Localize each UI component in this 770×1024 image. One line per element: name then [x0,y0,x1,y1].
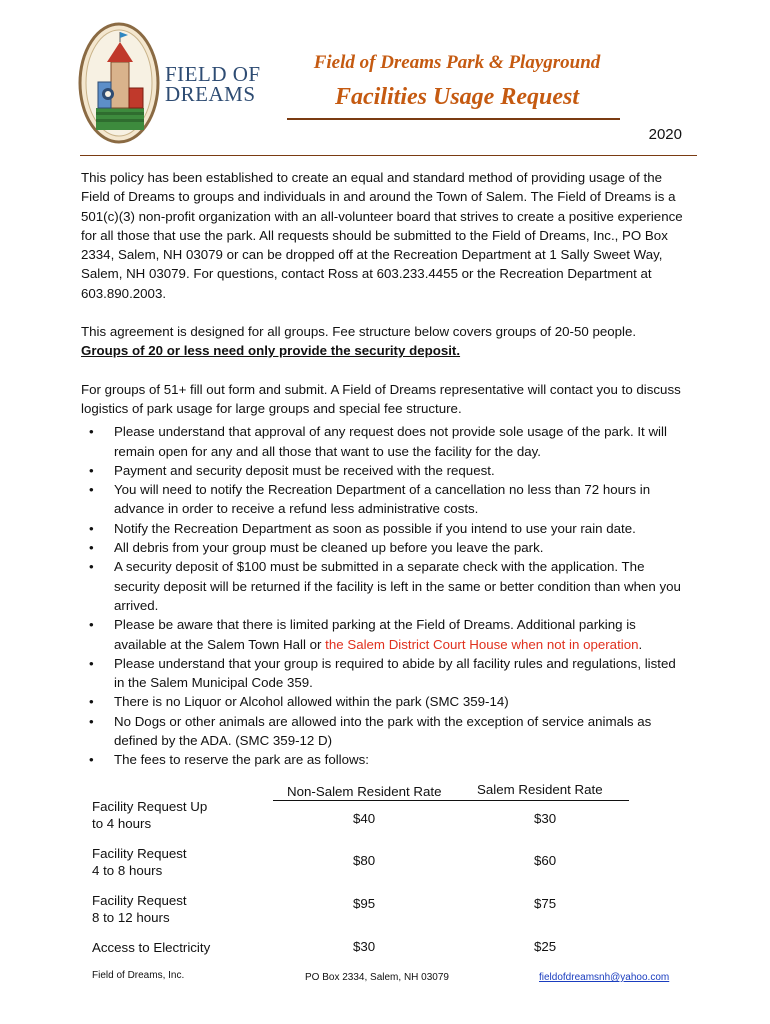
park-subtitle: Field of Dreams Park & Playground [313,52,601,73]
fee-row-label: Facility Request 8 to 12 hours [92,893,187,925]
agreement-bold-note: Groups of 20 or less need only provide the security deposit. [81,343,461,359]
column-header-resident: Salem Resident Rate [477,782,603,797]
footer-email-link[interactable]: fieldofdreamsnh@yahoo.com [539,972,670,983]
fee-header-rule [273,800,629,801]
list-item: • All debris from your group must be cleaned up before you leave the park. [89,540,544,556]
list-item: • Please be aware that there is limited parking at the Field of Dreams. Additional parking is available at the Salem Town Hall or the Salem District Court House when not in operation. [89,617,643,652]
list-item: • A security deposit of $100 must be submitted in a separate check with the application. The security deposit will be returned if the facility is left in the same or better condition than when you arrived. [89,559,681,613]
list-item: • Notify the Recreation Department as soon as possible if you intend to use your rain date. [89,520,636,536]
footer-address: PO Box 2334, Salem, NH 03079 [305,972,449,983]
list-item: • No Dogs or other animals are allowed into the park with the exception of service animals as defined by the ADA. (SMC 359-12 D) [89,713,652,749]
fee-row-label: Facility Request 4 to 8 hours [92,846,187,878]
list-item: • The fees to reserve the park are as follows: [89,752,369,768]
fee-row-label: Access to Electricity [92,940,211,955]
document-body [81,168,687,770]
list-item: • Payment and security deposit must be received with the request. [89,462,495,478]
fee-non-resident: $95 [353,896,376,911]
large-groups-paragraph: For groups of 51+ fill out form and submit. A Field of Dreams representative will contact you to discuss logistics of park usage for large groups and special fee structure. [81,381,681,416]
field-of-dreams-logo [78,22,160,144]
fee-non-resident: $40 [353,811,376,826]
list-item: • There is no Liquor or Alcohol allowed within the park (SMC 359-14) [89,694,509,710]
fee-resident: $75 [534,896,557,911]
policy-list [81,422,687,769]
intro-paragraph: This policy has been established to create an equal and standard method of providing usage of the Field of Dreams to groups and individuals in and around the Town of Salem. The Field of Dreams is a 501(c)(3) non-profit organization with an all-volunteer board that strives to create a positive experience for all those that use the park. All requests should be submitted to the Field of Dreams, Inc., PO Box 2334, Salem, NH 03079 or can be dropped off at the Recreation Department at 1 Sally Sweet Way, Salem, NH 03079. For questions, contact Ross at 603.233.4455 or the Recreation Department at 603.890.2003. [81,170,683,301]
fee-resident: $25 [534,939,557,954]
page-title: Facilities Usage Request [335,84,579,110]
court-house-note: the Salem District Court House when not in operation [325,636,639,652]
list-item: • You will need to notify the Recreation Department of a cancellation no less than 72 hours in advance in order to receive a refund less administrative costs. [89,482,651,517]
fee-non-resident: $30 [353,939,376,954]
fee-resident: $30 [534,811,557,826]
logo-wordmark [165,64,261,104]
footer-org: Field of Dreams, Inc. [92,970,185,981]
logo-line-1: FIELD OF [165,62,261,86]
column-header-non-resident: Non-Salem Resident Rate [287,784,442,799]
list-item: • Please understand that approval of any request does not provide sole usage of the park. It will remain open for any and all those that want to use the facility for the day. [89,424,667,459]
title-underline [287,118,620,120]
agreement-paragraph [81,322,687,361]
year: 2020 [648,126,682,143]
logo-line-2: DREAMS [165,82,256,106]
fee-resident: $60 [534,853,557,868]
list-item: • Please understand that your group is required to abide by all facility rules and regulations, listed in the Salem Municipal Code 359. [89,655,676,691]
fee-row-label: Facility Request Up to 4 hours [92,799,208,831]
fee-non-resident: $80 [353,853,376,868]
header-divider [80,155,697,156]
agreement-text: This agreement is designed for all groups. Fee structure below covers groups of 20-50 people. [81,324,637,340]
